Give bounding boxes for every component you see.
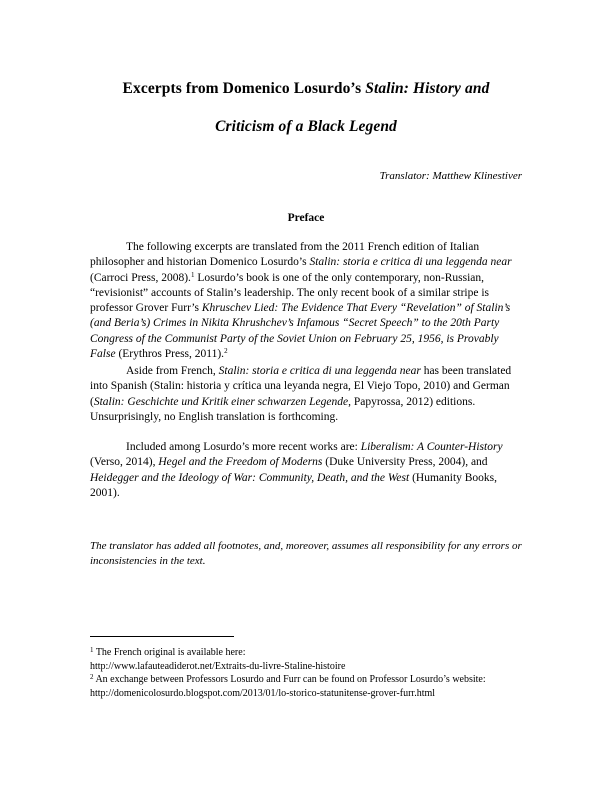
footnote-1: $^1$ The French original is available here: http://www.lafauteadiderot.net/Extraits-du-livre-Staline-histoire (90, 646, 346, 672)
title-line-2 (0, 118, 612, 136)
translator-credit: Translator: Matthew Klinestiver (379, 170, 522, 182)
paragraph-1: The following excerpts are translated from the 2011 French edition of Italian philosopher and historian Domenico Losurdo’s Stalin: storia e critica di una leggenda near (Carroci Press, 2008).$^1$ Losurdo’s book is one of the only contemporary, non-Russian, “revisionist” accounts of Stalin’s leadership. The only recent book of a similar stripe is professor Grover Furr’s Khruschev Lied: The Evidence That Every “Revelation” of Stalin’s (and Beria’s) Crimes in Nikita Khrushchev’s Infamous “Secret Speech” to the 20th Party Congress of the Communist Party of the Soviet Union on February 25, 1956, is Provably False (Erythros Press, 2011).$^2$ (90, 241, 512, 361)
title-line-1 (0, 80, 612, 98)
paragraph-3: Included among Losurdo’s more recent works are: Liberalism: A Counter-History (Verso, 2014), Hegel and the Freedom of Moderns (Duke University Press, 2004), and Heidegger and the Ideology of War: Community, Death, and the West (Humanity Books, 2001). (90, 441, 503, 499)
title-italic-text-2: Criticism of a Black Legend (215, 118, 397, 135)
footnote-1-link[interactable]: http://www.lafauteadiderot.net/Extraits-du-livre-Staline-histoire (90, 660, 346, 672)
translator-note: The translator has added all footnotes, and, moreover, assumes all responsibility for any errors or inconsistencies in the text. (90, 540, 522, 567)
footnote-ref-2[interactable]: 2 (224, 347, 228, 356)
footnote-ref-1[interactable]: 1 (190, 270, 195, 279)
title-italic-text: Stalin: History and (365, 80, 490, 97)
footnote-2-link[interactable]: http://domenicolosurdo.blogspot.com/2013/01/lo-storico-statunitense-grover-furr.html (90, 687, 436, 699)
section-heading: Preface (287, 212, 325, 224)
title-text: Excerpts from Domenico Losurdo’s (122, 80, 366, 97)
footnote-divider (90, 636, 234, 637)
footnote-2: $^2$ An exchange between Professors Losurdo and Furr can be found on Professor Losurdo’s website: http://domenicolosurdo.blogspot.com/2013/01/lo-storico-statunitense-grover-furr.html (90, 673, 486, 699)
paragraph-2: Aside from French, Stalin: storia e critica di una leggenda near has been translated into Spanish (Stalin: historia y crítica una leyanda negra, El Viejo Topo, 2010) and German (Stalin: Geschichte und Kritik einer schwarzen Legende, Papyrossa, 2012) editions. Unsurprisingly, no English translation is forthcoming. (90, 365, 512, 423)
